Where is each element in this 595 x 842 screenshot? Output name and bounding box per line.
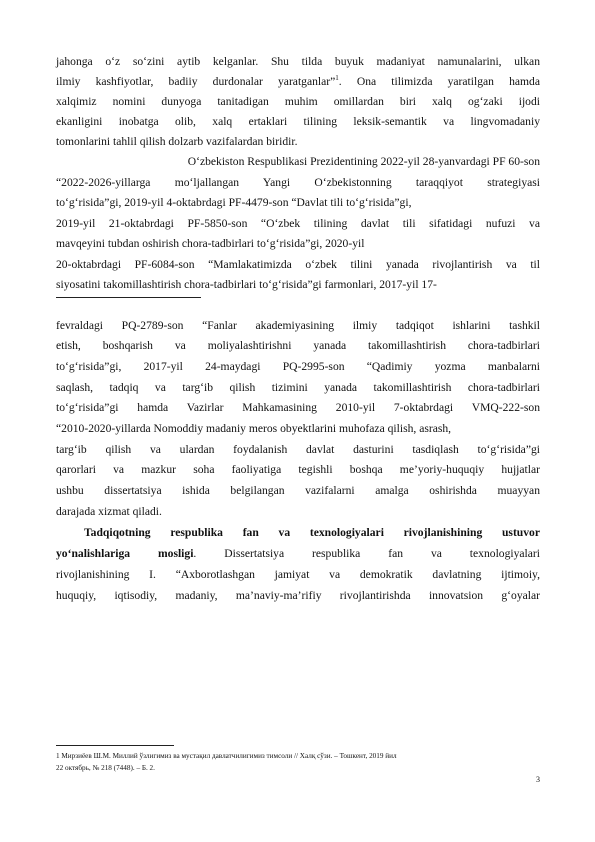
paragraph-1-line-2-text: ilmiy kashfiyotlar, badiiy durdonalar yaratganlar” [56,75,336,88]
paragraph-2-line-4: 2019-yil 21-oktabrdagi PF-5850-son “O‘zbek tilining davlat tili sifatidagi nufuzi va [56,217,540,230]
paragraph-4-line-2 [56,544,540,564]
paragraph-3-line-7: targ‘ib qilish va ulardan foydalanish davlat dasturini tasdiqlash to‘g‘risida”gi [56,443,540,456]
footnote-line-2: 22 октябрь, № 218 (7448). – Б. 2. [56,764,155,772]
footnote-separator [56,745,174,746]
paragraph-4-line-2-rest: . Dissertatsiya respublika fan va texnologiyalari [193,547,540,560]
paragraph-1-line-2-end: . Ona tilimizda yaratilgan hamda [338,75,540,88]
footnote-reference[interactable]: 1 [335,74,339,83]
paragraph-4-line-4: huquqiy, iqtisodiy, madaniy, ma’naviy-ma’rifiy rivojlantirishda innovatsion g‘oyalar [56,589,540,602]
paragraph-3-line-2: etish, boshqarish va moliyalashtirishni yanada takomillashtirish chora-tadbirlari [56,339,540,352]
paragraph-3-line-8: qarorlari va mazkur soha faoliyatiga tegishli boshqa me’yoriy-huquqiy hujjatlar [56,463,540,476]
paragraph-1-line-1: jahonga o‘z so‘zini aytib kelganlar. Shu tilda buyuk madaniyat namunalarini, ulkan [56,55,540,68]
paragraph-1-line-5: tomonlarini tahlil qilish dolzarb vazifalardan biridir. [56,135,298,148]
paragraph-3-line-9: ushbu dissertatsiya ishida belgilangan vazifalarni amalga oshirishda muayyan [56,484,540,497]
paragraph-2-line-6: 20-oktabrdagi PF-6084-son “Mamlakatimizda o‘zbek tilini yanada rivojlantirish va til [56,258,540,271]
paragraph-2-line-5: mavqeyini tubdan oshirish chora-tadbirlari to‘g‘risida”gi, 2020-yil [56,237,365,250]
paragraph-4-bold-line-1: Tadqiqotning respublika fan va texnologiyalari rivojlanishining ustuvor [84,526,540,539]
footnote-line-1: 1 Мирзиёев Ш.М. Миллий ўзлигимиз ва мустақил давлатчилигимиз тимсоли // Халқ сўзи. – Тошкент, 2019 йил [56,752,397,760]
paragraph-4-line-3: rivojlanishining I. “Axborotlashgan jamiyat va demokratik davlatning ijtimoiy, [56,568,540,581]
paragraph-1-line-4: ekanligini inobatga olib, xalq ertaklari tilining leksik-semantik va lingvomadaniy [56,115,540,128]
paragraph-2-line-7: siyosatini takomillashtirish chora-tadbirlari to‘g‘risida”gi farmonlari, 2017-yil 17- [56,278,437,291]
paragraph-4-bold-line-2: yo‘nalishlariga mosligi [56,547,194,560]
paragraph-3-line-4: saqlash, tadqiq va targ‘ib qilish tizimini yanada takomillashtirish chora-tadbirlari [56,381,540,394]
paragraph-3-line-1: fevraldagi PQ-2789-son “Fanlar akademiyasining ilmiy tadqiqot ishlarini tashkil [56,319,540,332]
section-divider [56,297,201,298]
paragraph-3-line-5: to‘g‘risida”gi hamda Vazirlar Mahkamasining 2010-yil 7-oktabrdagi VMQ-222-son [56,401,540,414]
paragraph-1-line-2 [56,72,540,92]
paragraph-3-line-10: darajada xizmat qiladi. [56,505,162,518]
paragraph-3-line-3: to‘g‘risida”gi, 2017-yil 24-maydagi PQ-2995-son “Qadimiy yozma manbalarni [56,360,540,373]
page-number: 3 [536,775,540,784]
paragraph-2-line-3: to‘g‘risida”gi, 2019-yil 4-oktabrdagi PF-4479-son “Davlat tili to‘g‘risida”gi, [56,196,412,209]
paragraph-1-line-3: xalqimiz nomini dunyoga tanitadigan muhim omillardan biri xalq og‘zaki ijodi [56,95,540,108]
paragraph-3-line-6: “2010-2020-yillarda Nomoddiy madaniy meros obyektlarini muhofaza qilish, asrash, [56,422,452,435]
paragraph-2-line-1: O‘zbekiston Respublikasi Prezidentining 2022-yil 28-yanvardagi PF 60-son [187,155,540,168]
paragraph-2-line-2: “2022-2026-yillarga mo‘ljallangan Yangi O‘zbekistonning taraqqiyot strategiyasi [56,176,540,189]
paragraph-4-heading-line-1 [84,523,540,543]
